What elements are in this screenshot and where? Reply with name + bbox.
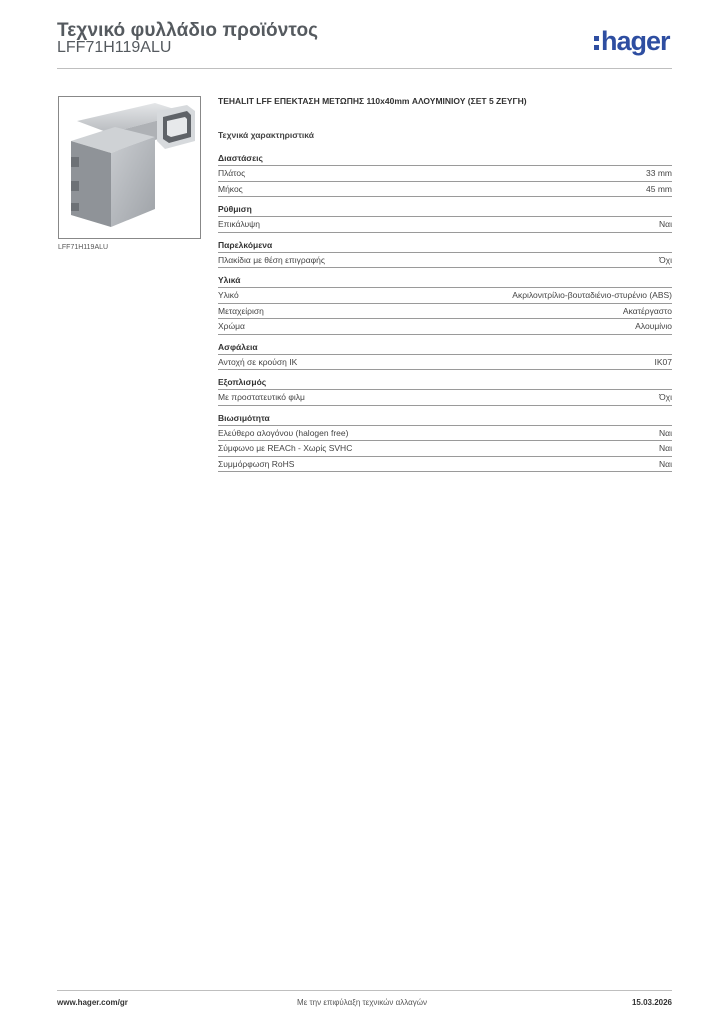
product-photo-icon xyxy=(59,97,200,238)
spec-value: 45 mm xyxy=(646,183,672,194)
spec-value: Ναι xyxy=(659,443,672,453)
product-title: TEHALIT LFF ΕΠΕΚΤΑΣΗ ΜΕΤΩΠΗΣ 110x40mm ΑΛΟΥΜΙΝΙΟΥ (ΣΕΤ 5 ΖΕΥΓΗ) xyxy=(218,96,527,106)
spec-row xyxy=(218,182,672,198)
spec-row xyxy=(218,288,672,304)
spec-row xyxy=(218,253,672,269)
spec-value: Όχι xyxy=(659,392,672,402)
section-title: Υλικά xyxy=(218,274,672,288)
section-accessories xyxy=(218,239,672,269)
header-title: Τεχνικό φυλλάδιο προϊόντος xyxy=(57,20,319,41)
spec-row xyxy=(218,426,672,442)
section-title: Εξοπλισμός xyxy=(218,376,672,390)
spec-row xyxy=(218,441,672,457)
spec-row xyxy=(218,355,672,371)
spec-row xyxy=(218,457,672,473)
product-image xyxy=(58,96,201,239)
spec-label: Επικάλυψη xyxy=(218,219,260,229)
spec-value: Ναι xyxy=(659,427,672,438)
spec-value: 33 mm xyxy=(646,168,672,178)
header-product-code: LFF71H119ALU xyxy=(57,39,172,56)
spec-row xyxy=(218,390,672,406)
spec-row xyxy=(218,319,672,335)
spec-label: Χρώμα xyxy=(218,321,245,331)
spec-value: Ακατέργαστο xyxy=(622,305,672,316)
image-caption: LFF71H119ALU xyxy=(58,244,109,251)
section-title: Ρύθμιση xyxy=(218,203,672,217)
hager-logo xyxy=(594,26,670,56)
spec-row xyxy=(218,166,672,182)
spec-label: Συμμόρφωση RoHS xyxy=(218,458,295,469)
spec-value: Ναι xyxy=(659,458,672,469)
spec-label: Υλικό xyxy=(218,290,239,300)
spec-label: Μήκος xyxy=(218,183,243,194)
spec-value: Ναι xyxy=(659,219,672,229)
spec-label: Με προστατευτικό φιλμ xyxy=(218,392,305,402)
spec-value: Αλουμίνιο xyxy=(635,321,672,331)
spec-label: Αντοχή σε κρούση IK xyxy=(218,356,298,367)
section-dimensions xyxy=(218,152,672,197)
section-adjustment xyxy=(218,203,672,233)
spec-label: Ελεύθερο αλογόνου (halogen free) xyxy=(218,427,349,438)
logo-dots-icon xyxy=(594,36,599,50)
section-title: Ασφάλεια xyxy=(218,341,672,355)
footer-website-link[interactable]: www.hager.com/gr xyxy=(57,998,128,1007)
spec-row xyxy=(218,304,672,320)
section-safety xyxy=(218,341,672,371)
header-divider xyxy=(57,68,672,69)
section-title: Βιωσιμότητα xyxy=(218,412,672,426)
section-title: Διαστάσεις xyxy=(218,152,672,166)
section-equipment xyxy=(218,376,672,406)
footer-date: 15.03.2026 xyxy=(631,998,672,1007)
section-sustainability xyxy=(218,412,672,473)
spec-label: Πλάτος xyxy=(218,168,246,178)
spec-value: Ακριλονιτρίλιο-βουταδιένιο-στυρένιο (ABS) xyxy=(512,290,672,300)
main-content xyxy=(218,94,672,472)
spec-row xyxy=(218,217,672,233)
section-materials xyxy=(218,274,672,335)
spec-value: IK07 xyxy=(654,356,672,367)
footer-divider xyxy=(57,990,672,991)
footer-notice: Με την επιφύλαξη τεχνικών αλλαγών xyxy=(297,998,427,1007)
spec-value: Όχι xyxy=(659,254,672,265)
spec-label: Πλακίδια με θέση επιγραφής xyxy=(218,254,325,265)
section-title: Παρελκόμενα xyxy=(218,239,672,253)
logo-text: hager xyxy=(601,25,670,56)
spec-label: Σύμφωνο με REACh - Χωρίς SVHC xyxy=(218,443,353,453)
spec-label: Μεταχείριση xyxy=(218,305,264,316)
tech-title: Τεχνικά χαρακτηριστικά xyxy=(218,130,314,140)
